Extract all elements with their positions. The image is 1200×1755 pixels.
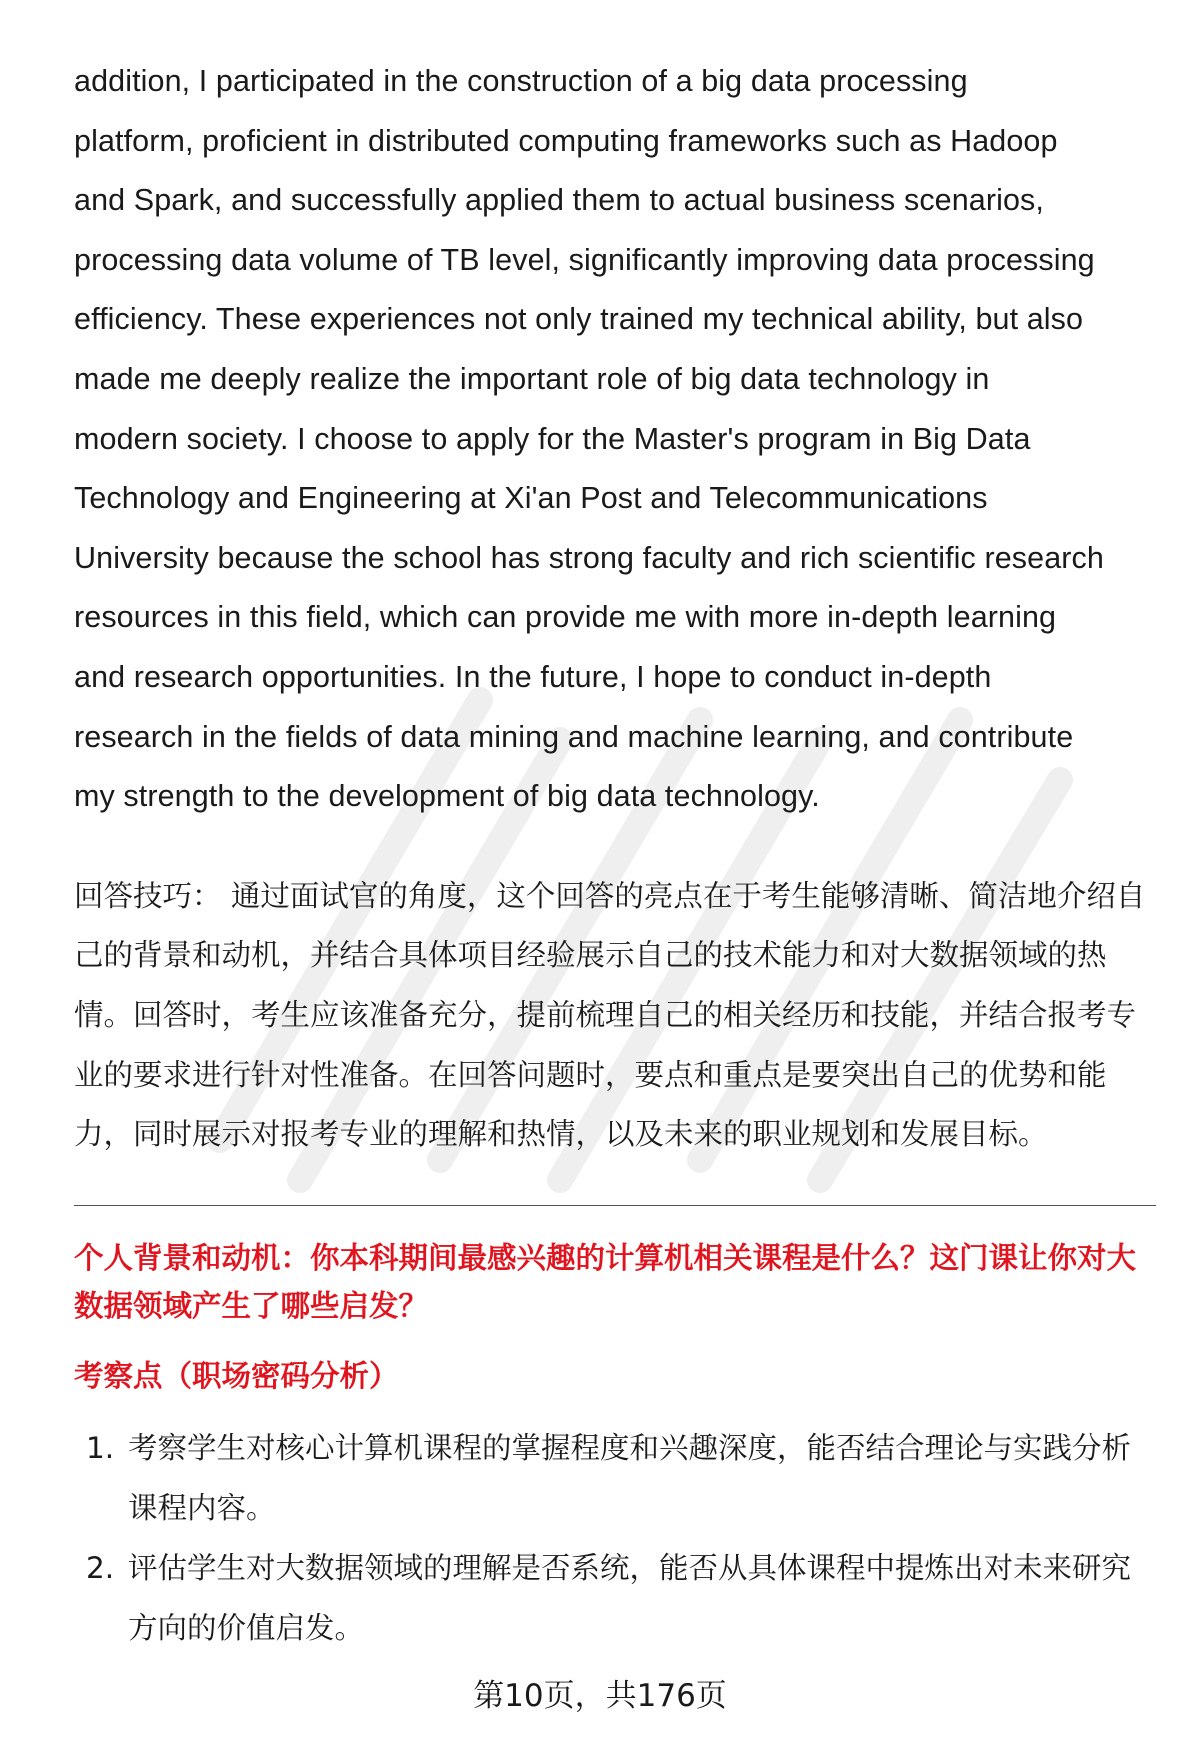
question-heading bbox=[74, 1234, 1156, 1330]
list-item bbox=[74, 1538, 1156, 1658]
question-line: 个人背景和动机：你本科期间最感兴趣的计算机相关课程是什么？这门课让你对大 bbox=[74, 1240, 1137, 1275]
tip-line: 业的要求进行针对性准备。在回答问题时，要点和重点是要突出自己的优势和能 bbox=[74, 1057, 1107, 1092]
tip-line: 己的背景和动机，并结合具体项目经验展示自己的技术能力和对大数据领域的热 bbox=[74, 938, 1107, 973]
paragraph-line: and research opportunities. In the future, I hope to conduct in-depth bbox=[74, 659, 992, 694]
page-number: 第10页，共176页 bbox=[473, 1678, 727, 1714]
tip-line: 力，同时展示对报考专业的理解和热情，以及未来的职业规划和发展目标。 bbox=[74, 1117, 1048, 1152]
answer-tip bbox=[74, 867, 1156, 1165]
assessment-points-title: 考察点（职场密码分析） bbox=[74, 1358, 399, 1393]
paragraph-line: platform, proficient in distributed computing frameworks such as Hadoop bbox=[74, 123, 1058, 158]
list-item bbox=[74, 1418, 1156, 1538]
paragraph-line: efficiency. These experiences not only trained my technical ability, but also bbox=[74, 302, 1084, 337]
question-line: 数据领域产生了哪些启发？ bbox=[74, 1288, 429, 1323]
answer-paragraph bbox=[74, 52, 1156, 827]
paragraph-line: and Spark, and successfully applied them to actual business scenarios, bbox=[74, 183, 1044, 218]
paragraph-line: University because the school has strong faculty and rich scientific research bbox=[74, 540, 1104, 575]
assessment-points-list bbox=[74, 1418, 1156, 1658]
paragraph-line: modern society. I choose to apply for the Master's program in Big Data bbox=[74, 421, 1031, 456]
document-page bbox=[74, 52, 1156, 1658]
paragraph-line: resources in this field, which can provide me with more in-depth learning bbox=[74, 600, 1057, 635]
list-item-number: 2. bbox=[86, 1550, 115, 1585]
tip-line: 情。回答时，考生应该准备充分，提前梳理自己的相关经历和技能，并结合报考专 bbox=[74, 997, 1137, 1032]
paragraph-line: my strength to the development of big data technology. bbox=[74, 779, 820, 814]
paragraph-line: research in the fields of data mining and machine learning, and contribute bbox=[74, 719, 1074, 754]
paragraph-line: processing data volume of TB level, significantly improving data processing bbox=[74, 242, 1095, 277]
list-item-line: 方向的价值启发。 bbox=[128, 1610, 365, 1645]
list-item-line: 课程内容。 bbox=[128, 1490, 276, 1525]
list-item-line: 考察学生对核心计算机课程的掌握程度和兴趣深度，能否结合理论与实践分析 bbox=[128, 1430, 1132, 1465]
paragraph-line: made me deeply realize the important role of big data technology in bbox=[74, 361, 990, 396]
list-item-number: 1. bbox=[86, 1430, 115, 1465]
paragraph-line: addition, I participated in the construction of a big data processing bbox=[74, 64, 968, 98]
section-divider bbox=[74, 1205, 1156, 1206]
paragraph-line: Technology and Engineering at Xi'an Post and Telecommunications bbox=[74, 481, 988, 516]
tip-line: 回答技巧： 通过面试官的角度，这个回答的亮点在于考生能够清晰、简洁地介绍自 bbox=[74, 878, 1146, 913]
list-item-line: 评估学生对大数据领域的理解是否系统，能否从具体课程中提炼出对未来研究 bbox=[128, 1550, 1132, 1585]
